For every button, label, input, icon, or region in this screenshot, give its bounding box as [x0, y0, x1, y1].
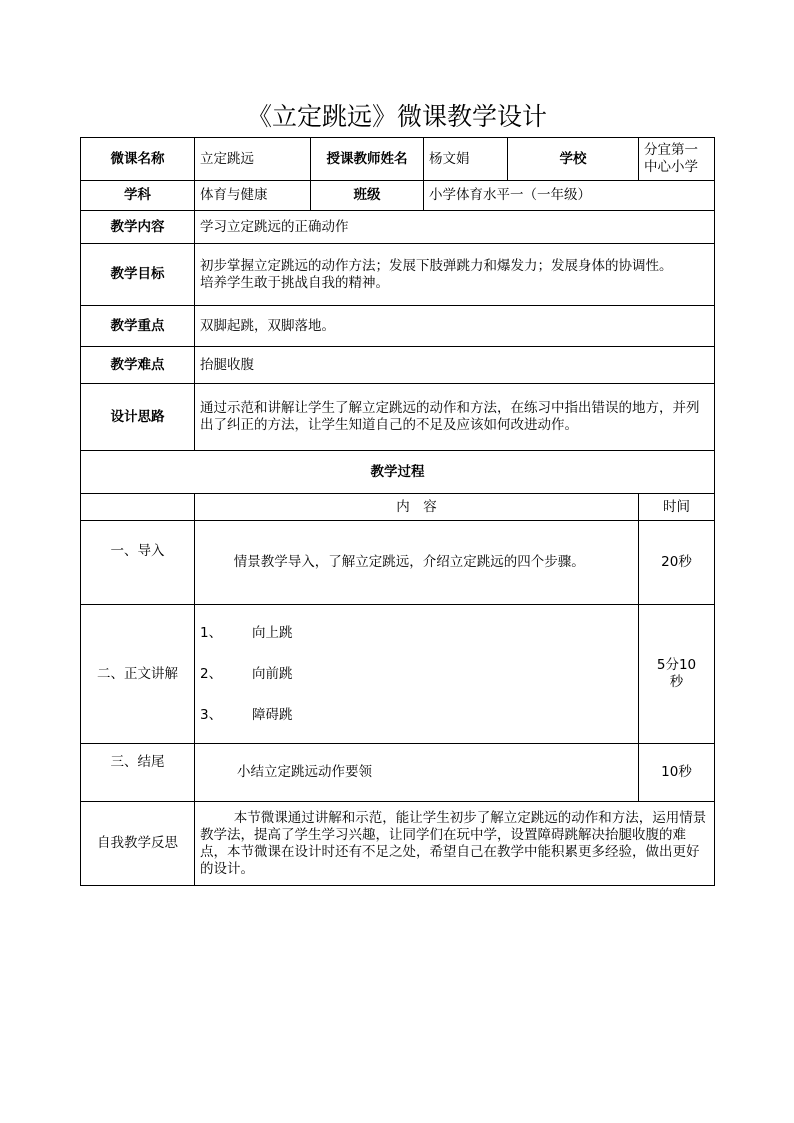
lesson-design-table	[80, 137, 715, 886]
step-name: 二、正文讲解	[81, 605, 195, 744]
subject-label: 学科	[81, 181, 195, 211]
process-col-content: 内 容	[195, 494, 639, 521]
school-value: 分宜第一中心小学	[639, 138, 715, 181]
content-row	[81, 211, 715, 244]
info-row-2	[81, 181, 715, 211]
list-item-number: 1、	[200, 624, 223, 641]
goal-row	[81, 244, 715, 306]
list-item-text: 障碍跳	[252, 706, 293, 723]
step-name: 三、结尾	[81, 744, 195, 802]
class-label: 班级	[311, 181, 424, 211]
teacher-label: 授课教师姓名	[311, 138, 424, 181]
teacher-value: 杨文娟	[424, 138, 508, 181]
step-row-main	[81, 605, 715, 744]
process-col-time: 时间	[639, 494, 715, 521]
content-label: 教学内容	[81, 211, 195, 244]
step-row-end	[81, 744, 715, 802]
process-header-row	[81, 451, 715, 494]
goal-line-1: 初步掌握立定跳远的动作方法；发展下肢弹跳力和爆发力；发展身体的协调性。	[200, 257, 673, 274]
class-value: 小学体育水平一（一年级）	[424, 181, 715, 211]
step-time: 20秒	[639, 521, 715, 605]
goal-label: 教学目标	[81, 244, 195, 306]
step-item-list	[195, 605, 639, 744]
key-label: 教学重点	[81, 306, 195, 347]
course-name-value: 立定跳远	[195, 138, 311, 181]
step-time: 5分10秒	[639, 605, 715, 744]
step-row-intro	[81, 521, 715, 605]
list-item-number: 3、	[200, 706, 223, 723]
process-blank-cell	[81, 494, 195, 521]
step-name: 一、导入	[81, 521, 195, 605]
key-row	[81, 306, 715, 347]
content-value: 学习立定跳远的正确动作	[195, 211, 715, 244]
design-row	[81, 384, 715, 451]
info-row-1	[81, 138, 715, 181]
difficulty-value: 抬腿收腹	[195, 347, 715, 384]
course-name-label: 微课名称	[81, 138, 195, 181]
process-header: 教学过程	[81, 451, 715, 494]
design-value: 通过示范和讲解让学生了解立定跳远的动作和方法，在练习中指出错误的地方，并列出了纠正的方法，让学生知道自己的不足及应该如何改进动作。	[195, 384, 715, 451]
design-label: 设计思路	[81, 384, 195, 451]
step-content: 小结立定跳远动作要领	[195, 744, 639, 802]
step-time: 10秒	[639, 744, 715, 802]
step-content: 情景教学导入，了解立定跳远，介绍立定跳远的四个步骤。	[195, 521, 639, 605]
list-item-number: 2、	[200, 665, 223, 682]
subject-value: 体育与健康	[195, 181, 311, 211]
reflection-label: 自我教学反思	[81, 802, 195, 886]
list-item	[200, 613, 633, 654]
goal-line-2: 培养学生敢于挑战自我的精神。	[200, 274, 389, 291]
process-columns-row	[81, 494, 715, 521]
list-item-text: 向前跳	[252, 665, 293, 682]
reflection-text: 本节微课通过讲解和示范，能让学生初步了解立定跳远的动作和方法，运用情景教学法，提高了学生学习兴趣，让同学们在玩中学，设置障碍跳解决抬腿收腹的难点，本节微课在设计时还有不足之处，希望自己在教学中能积累更多经验，做出更好的设计。	[195, 802, 715, 886]
list-item	[200, 654, 633, 695]
difficulty-label: 教学难点	[81, 347, 195, 384]
school-label: 学校	[508, 138, 639, 181]
reflection-row	[81, 802, 715, 886]
list-item	[200, 695, 633, 736]
goal-value	[195, 244, 715, 306]
list-item-text: 向上跳	[252, 624, 293, 641]
page-title: 《立定跳远》微课教学设计	[246, 102, 547, 131]
key-value: 双脚起跳，双脚落地。	[195, 306, 715, 347]
difficulty-row	[81, 347, 715, 384]
